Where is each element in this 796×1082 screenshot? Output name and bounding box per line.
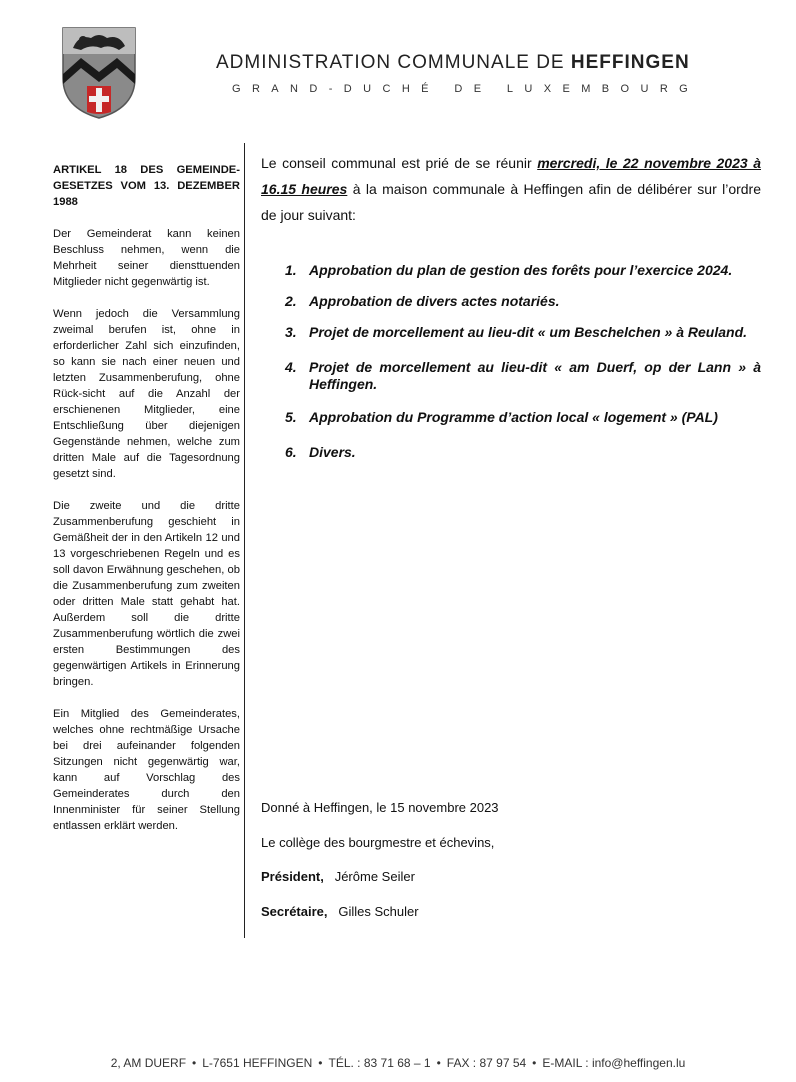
- agenda-text: Projet de morcellement au lieu-dit « um Beschelchen » à Reuland.: [309, 324, 748, 340]
- legal-article-column: [53, 162, 240, 850]
- agenda-text: Projet de morcellement au lieu-dit « am Duerf, op der Lann » à Heffingen.: [309, 359, 761, 392]
- agenda-item: [285, 262, 761, 279]
- agenda-item: [285, 293, 761, 310]
- article-paragraph: Die zweite und die dritte Zusammenberufung geschieht in Gemäßheit der in den Artikeln 12 und 13 vorgeschriebenen Regeln und es soll davon Erwähnung geschehen, ob die Zusammenberufung zum zweiten oder dritten Male statt gehabt hat. Außerdem soll die dritte Zusammenberufung wörtlich die zwei ersten Bestimmungen des gegenwärtigen Artikels in Erinnerung bringen.: [53, 500, 240, 688]
- secretary-line: [261, 904, 419, 919]
- footer-contact: 2, AM DUERF • L-7651 HEFFINGEN • TÉL. : 83 71 68 – 1 • FAX : 87 97 54 • E-MAIL : info@heffingen.lu: [110, 1056, 686, 1070]
- agenda-item: [285, 324, 761, 341]
- footer-email: E-MAIL : info@heffingen.lu: [542, 1056, 686, 1070]
- agenda-number: 1.: [285, 262, 297, 278]
- agenda-text: Approbation de divers actes notariés.: [309, 293, 560, 309]
- agenda-text: Approbation du plan de gestion des forêts pour l’exercice 2024.: [309, 262, 733, 278]
- agenda-number: 3.: [285, 324, 297, 340]
- agenda-text: Approbation du Programme d’action local « logement » (PAL): [309, 409, 718, 425]
- convocation-intro: [261, 150, 761, 228]
- article-paragraph: Ein Mitglied des Gemeinderates, welches ohne rechtmäßige Ursache bei drei aufeinander folgenden Sitzungen nicht gegenwärtig war, kann auf Vorschlag des Gemeinderates durch den Innenminister für seiner Stellung entlassen erklärt werden.: [53, 708, 240, 832]
- article-heading: ARTIKEL 18 DES GEMEINDE-GESETZES VOM 13. DEZEMBER 1988: [53, 164, 240, 208]
- footer-fax: FAX : 87 97 54: [446, 1056, 527, 1070]
- footer-phone: TÉL. : 83 71 68 – 1: [328, 1056, 431, 1070]
- agenda-item: [285, 409, 761, 426]
- header-title-prefix: ADMINISTRATION COMMUNALE DE: [216, 52, 565, 73]
- footer-address: 2, AM DUERF: [110, 1056, 187, 1070]
- secretary-label: Secrétaire,: [261, 904, 328, 919]
- place-date: Donné à Heffingen, le 15 novembre 2023: [261, 800, 499, 815]
- coat-of-arms-logo: [61, 26, 137, 120]
- intro-before: Le conseil communal est prié de se réunir: [261, 155, 538, 171]
- secretary-name: Gilles Schuler: [338, 904, 419, 919]
- agenda-number: 4.: [285, 359, 297, 375]
- agenda-number: 5.: [285, 409, 297, 425]
- header-title-name: HEFFINGEN: [570, 52, 690, 73]
- intro-after: à la maison communale à Heffingen afin de délibérer sur l’ordre de jour suivant:: [261, 181, 761, 223]
- agenda-item: [285, 359, 761, 393]
- meeting-date: mercredi, le 22 novembre 2023 à 16.15 heures: [261, 155, 761, 197]
- agenda-item: [285, 444, 761, 461]
- article-paragraph: Wenn jedoch die Versammlung zweimal berufen ist, ohne in erforderlicher Zahl sich einzufinden, so kann sie nach einer neuen und letzten Zusammenberufung, ohne Rück-sicht auf die Anzahl der erschienenen Mitglieder, eine Entschließung über diejenigen Gegenstände nehmen, welche zum dritten Male auf die Tagesordnung gesetzt sind.: [53, 308, 240, 480]
- president-label: Président,: [261, 869, 324, 884]
- agenda-number: 6.: [285, 444, 297, 460]
- college-line: Le collège des bourgmestre et échevins,: [261, 835, 495, 850]
- agenda-number: 2.: [285, 293, 297, 309]
- header-subtitle: GRAND-DUCHÉ DE LUXEMBOURG: [232, 83, 700, 95]
- president-line: [261, 869, 415, 884]
- article-paragraph: Der Gemeinderat kann keinen Beschluss nehmen, wenn die Mehrheit seiner diensttuenden Mitglieder nicht gegenwärtig ist.: [53, 228, 240, 288]
- footer-postcode: L-7651 HEFFINGEN: [202, 1056, 313, 1070]
- president-name: Jérôme Seiler: [334, 869, 415, 884]
- agenda-text: Divers.: [309, 444, 356, 460]
- header-title: [216, 52, 690, 74]
- column-divider: [244, 143, 245, 938]
